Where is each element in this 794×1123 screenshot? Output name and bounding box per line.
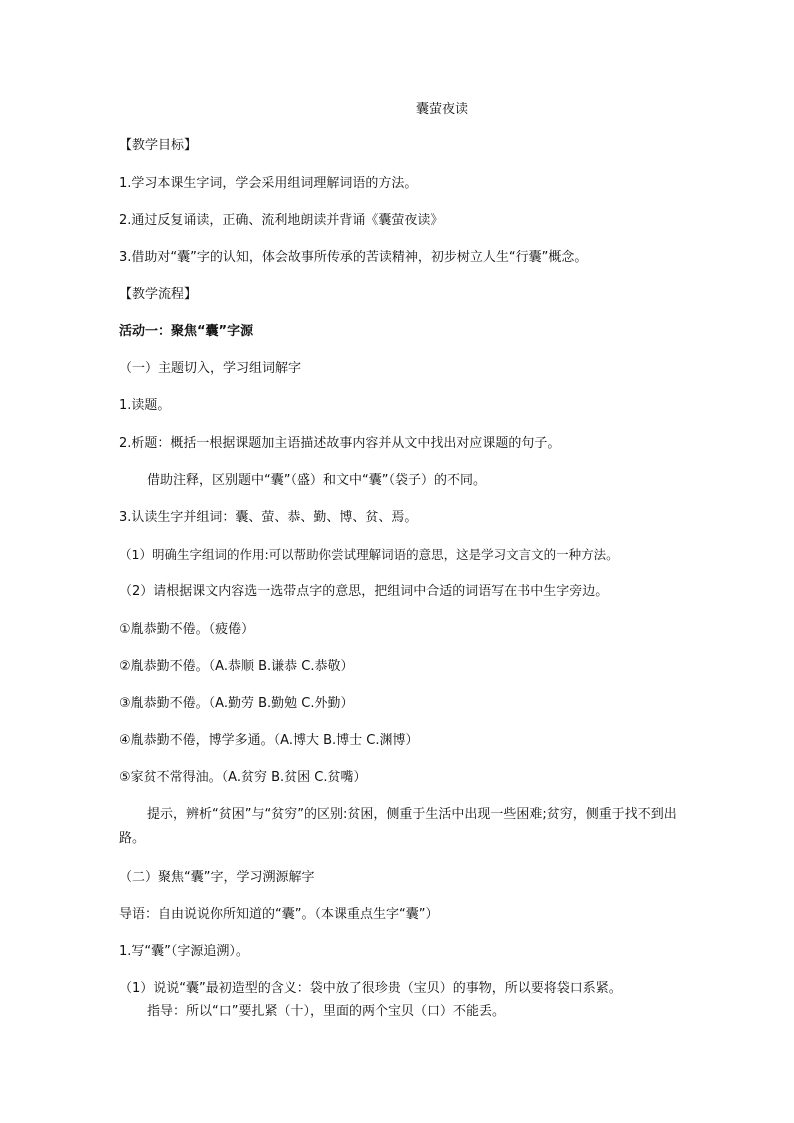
- goal-item-3: 3.借助对“囊”字的认知，体会故事所传承的苦读精神，初步树立人生“行囊”概念。: [119, 250, 588, 265]
- exercise-item-2: ②胤恭勤不倦。（A.恭顺 B.谦恭 C.恭敬）: [119, 659, 354, 674]
- activity-heading: 活动一：聚焦“囊”字源: [119, 324, 254, 339]
- annotation-note: 借助注释，区别题中“囊”（盛）和文中“囊”（袋子）的不同。: [147, 473, 486, 488]
- goal-item-2: 2.通过反复诵读，正确、流利地朗读并背诵《囊萤夜读》: [119, 213, 444, 228]
- section-heading-goals: 【教学目标】: [119, 138, 198, 153]
- subsection-heading-1: （一）主题切入，学习组词解字: [119, 361, 302, 376]
- hint-paragraph: 提示，辨析“贫困”与“贫穷”的区别:贫困，侧重于生活中出现一些困难;贫穷，侧重于找不到出路。: [119, 807, 677, 846]
- document-title: 囊萤夜读: [415, 102, 468, 117]
- step-read-characters: 3.认读生字并组词：囊、萤、恭、勤、博、贫、焉。: [119, 510, 418, 525]
- intro-text: 导语：自由说说你所知道的“囊”。（本课重点生字“囊”）: [119, 907, 439, 922]
- subsection-heading-2: （二）聚焦“囊”字，学习溯源解字: [119, 870, 315, 885]
- instruction-2: （2）请根据课文内容选一选带点字的意思，把组词中合适的词语写在书中生字旁边。: [119, 584, 609, 599]
- exercise-item-1: ①胤恭勤不倦。（疲倦）: [119, 622, 255, 637]
- step-read-title: 1.读题。: [119, 398, 171, 413]
- instruction-1: （1）明确生字组词的作用:可以帮助你尝试理解词语的意思，这是学习文言文的一种方法。: [119, 547, 619, 562]
- step-analyze-title: 2.析题：概括一根据课题加主语描述故事内容并从文中找出对应课题的句子。: [119, 436, 561, 451]
- instruction-meaning: （1）说说“囊”最初造型的含义：袋中放了很珍贵（宝贝）的事物，所以要将袋口系紧。: [119, 981, 622, 996]
- exercise-item-4: ④胤恭勤不倦，博学多通。（A.博大 B.博士 C.渊博）: [119, 733, 419, 748]
- exercise-item-5: ⑤家贫不常得油。（A.贫穷 B.贫困 C.贫嘴）: [119, 770, 367, 785]
- section-heading-process: 【教学流程】: [119, 287, 198, 302]
- exercise-item-3: ③胤恭勤不倦。（A.勤劳 B.勤勉 C.外勤）: [119, 696, 354, 711]
- step-write-character: 1.写“囊”（字源追溯）。: [119, 944, 249, 959]
- goal-item-1: 1.学习本课生字词，学会采用组词理解词语的方法。: [119, 176, 418, 191]
- guidance-text: 指导：所以“口”要扎紧（十），里面的两个宝贝（口）不能丢。: [147, 1004, 505, 1019]
